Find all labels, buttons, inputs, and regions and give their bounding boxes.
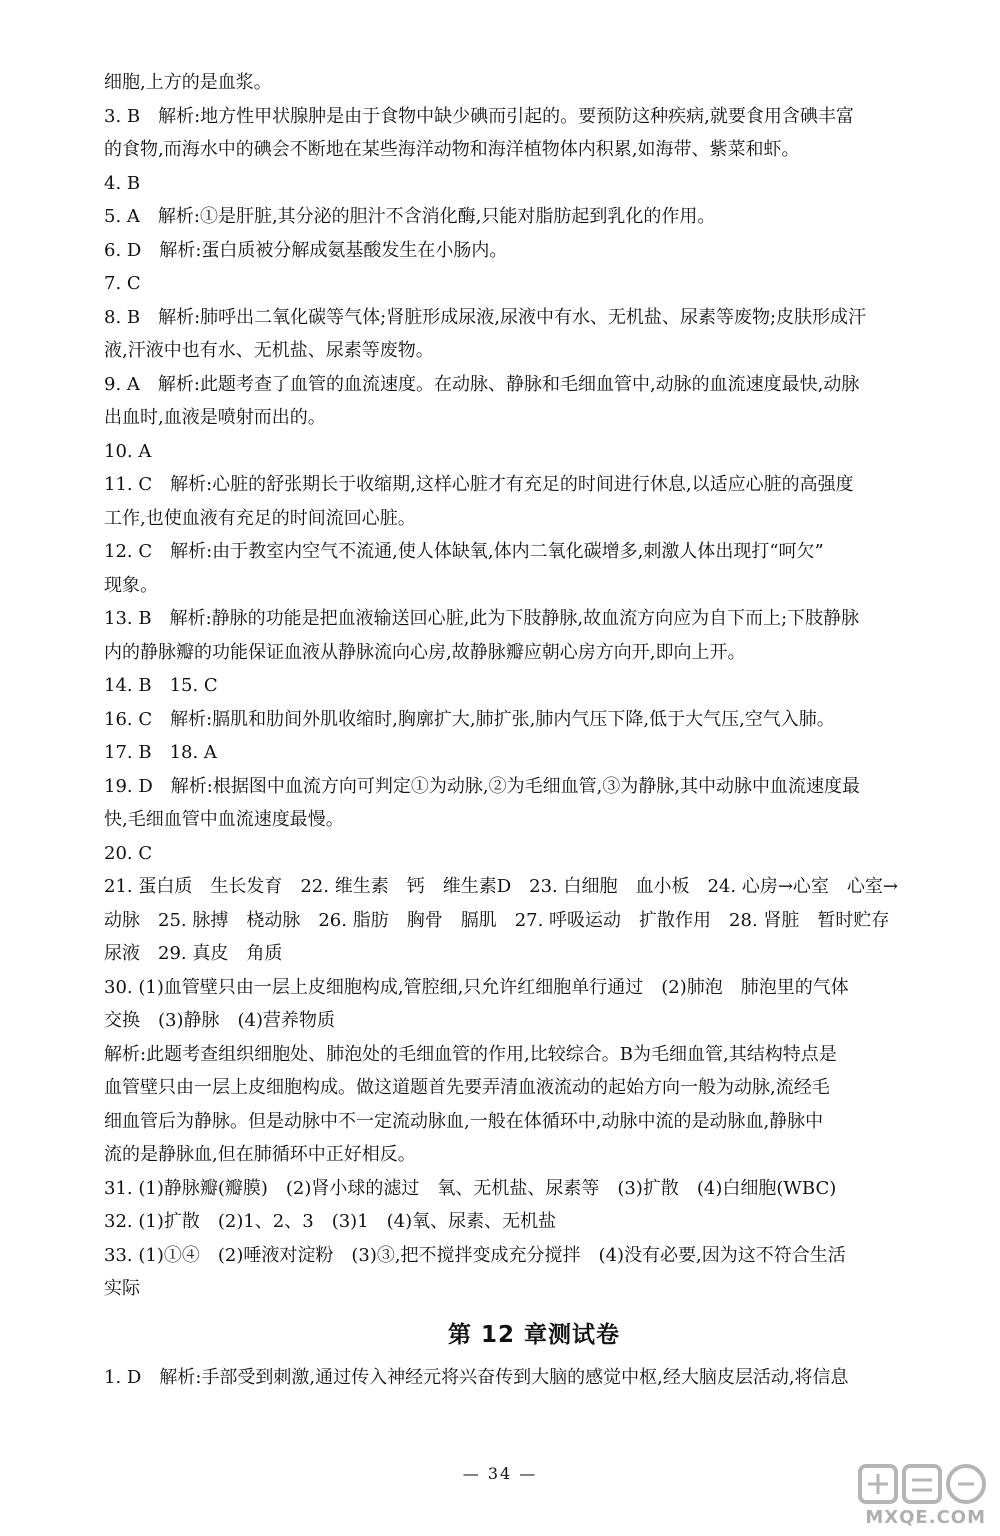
text-line: 内的静脉瓣的功能保证血液从静脉流向心房,故静脉瓣应朝心房方向开,即向上开。: [104, 641, 746, 663]
text-line: 交换 (3)静脉 (4)营养物质: [104, 1010, 335, 1031]
text-line: 液,汗液中也有水、无机盐、尿素等废物。: [104, 340, 434, 361]
text-line: 细血管后为静脉。但是动脉中不一定流动脉血,一般在体循环中,动脉中流的是动脉血,静脉中: [104, 1110, 824, 1132]
text-line: 12. C 解析:由于教室内空气不流通,使人体缺氧,体内二氧化碳增多,刺激人体出现打“呵欠”: [104, 541, 824, 562]
page-number: — 34 —: [462, 1464, 538, 1483]
section-heading: 第 12 章测试卷: [447, 1321, 621, 1348]
text-line: 33. (1)①④ (2)唾液对淀粉 (3)③,把不搅拌变成充分搅拌 (4)没有必要,因为这不符合生活: [104, 1244, 846, 1266]
text-line: 3. B 解析:地方性甲状腺肿是由于食物中缺少碘而引起的。要预防这种疾病,就要食用含碘丰富: [104, 105, 854, 127]
text-line: 11. C 解析:心脏的舒张期长于收缩期,这样心脏才有充足的时间进行休息,以适应心脏的高强度: [104, 474, 854, 495]
text-line: 细胞,上方的是血浆。: [104, 72, 272, 93]
text-line: 6. D 解析:蛋白质被分解成氨基酸发生在小肠内。: [104, 239, 508, 261]
text-line: 16. C 解析:膈肌和肋间外肌收缩时,胸廓扩大,肺扩张,肺内气压下降,低于大气压,空气入肺。: [104, 708, 835, 730]
text-line: 14. B 15. C: [104, 675, 218, 696]
text-line: 8. B 解析:肺呼出二氧化碳等气体;肾脏形成尿液,尿液中有水、无机盐、尿素等废物;皮肤形成汗: [104, 306, 867, 328]
text-line: 流的是静脉血,但在肺循环中正好相反。: [104, 1144, 416, 1165]
text-line: 5. A 解析:①是肝脏,其分泌的胆汁不含消化酶,只能对脂肪起到乳化的作用。: [104, 206, 716, 227]
text-line: 4. B: [104, 172, 141, 194]
text-line: 9. A 解析:此题考查了血管的血流速度。在动脉、静脉和毛细血管中,动脉的血流速度最快,动脉: [104, 373, 860, 395]
text-line: 的食物,而海水中的碘会不断地在某些海洋动物和海洋植物体内积累,如海带、紫菜和虾。: [104, 139, 800, 160]
text-line: 20. C: [104, 842, 153, 864]
watermark-logo: [852, 1460, 992, 1532]
text-line: 17. B 18. A: [104, 742, 217, 763]
text-line: 21. 蛋白质 生长发育 22. 维生素 钙 维生素D 23. 白细胞 血小板 24. 心房→心室 心室→: [104, 876, 898, 897]
text-line: 实际: [104, 1278, 140, 1299]
answer-lines: [104, 66, 964, 1306]
text-line: 1. D 解析:手部受到刺激,通过传入神经元将兴奋传到大脑的感觉中枢,经大脑皮层活动,将信息: [104, 1366, 849, 1388]
text-line: 19. D 解析:根据图中血流方向可判定①为动脉,②为毛细血管,③为静脉,其中动脉中血流速度最: [104, 775, 861, 797]
text-line: 现象。: [104, 574, 158, 596]
text-line: 动脉 25. 脉搏 桡动脉 26. 脂肪 胸骨 膈肌 27. 呼吸运动 扩散作用 28. 肾脏 暂时贮存: [104, 909, 890, 931]
text-line: 31. (1)静脉瓣(瓣膜) (2)肾小球的滤过 氧、无机盐、尿素等 (3)扩散 (4)白细胞(WBC): [104, 1177, 837, 1199]
text-line: 30. (1)血管壁只由一层上皮细胞构成,管腔细,只允许红细胞单行通过 (2)肺泡 肺泡里的气体: [104, 976, 849, 998]
text-line: 13. B 解析:静脉的功能是把血液输送回心脏,此为下肢静脉,故血流方向应为自下而上;下肢静脉: [104, 608, 860, 629]
answer-content: [104, 66, 964, 1394]
text-line: 7. C: [104, 273, 141, 294]
text-line: 快,毛细血管中血流速度最慢。: [104, 809, 344, 830]
text-line: 出血时,血液是喷射而出的。: [104, 407, 326, 428]
text-line: 解析:此题考查组织细胞处、肺泡处的毛细血管的作用,比较综合。B为毛细血管,其结构特点是: [104, 1043, 837, 1065]
text-line: 32. (1)扩散 (2)1、2、3 (3)1 (4)氧、尿素、无机盐: [104, 1211, 557, 1232]
text-line: 血管壁只由一层上皮细胞构成。做这道题首先要弄清血液流动的起始方向一般为动脉,流经毛: [104, 1077, 830, 1098]
text-line: 10. A: [104, 440, 152, 462]
text-line: 工作,也使血液有充足的时间流回心脏。: [104, 507, 416, 529]
text-line: 尿液 29. 真皮 角质: [104, 943, 283, 964]
watermark-site: MXQE.COM: [865, 1507, 986, 1528]
